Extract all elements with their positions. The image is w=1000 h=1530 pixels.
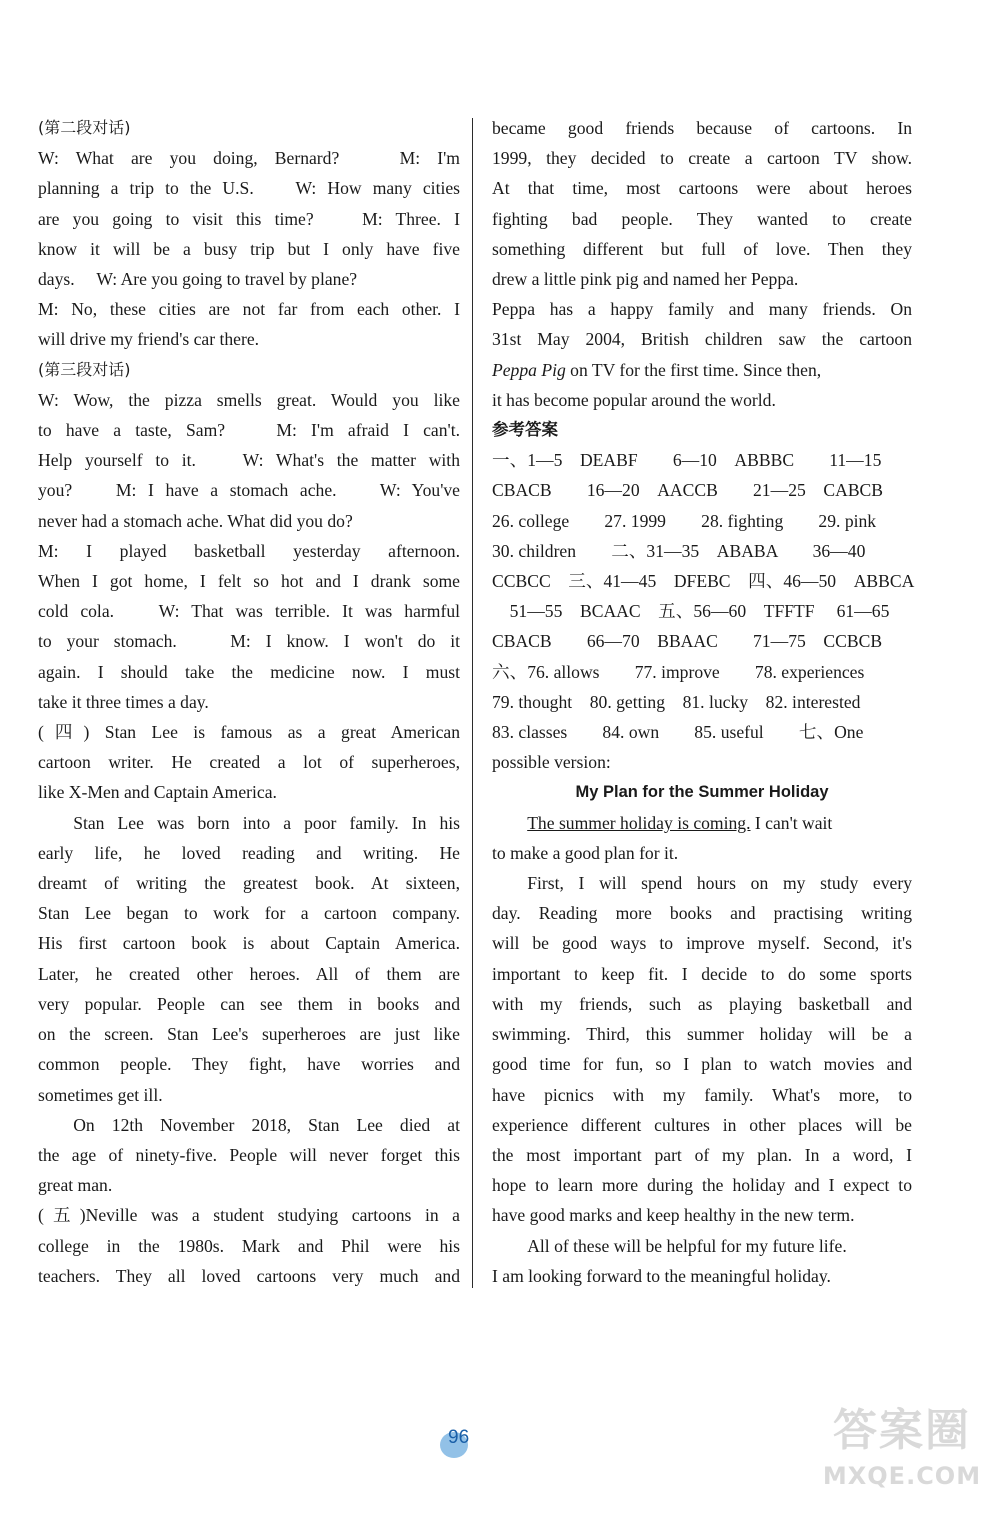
- text-line: will drive my friend's car there.: [38, 329, 260, 350]
- text-fragment: I can't wait: [750, 812, 833, 833]
- text-line: (五)Neville was a student studying cartoons in a: [38, 1205, 460, 1226]
- text-line: I am looking forward to the meaningful holiday.: [492, 1265, 831, 1286]
- text-line: experience different cultures in other places will be: [492, 1114, 912, 1135]
- text-line: take it three times a day.: [38, 691, 209, 712]
- text-line: have picnics with my family. What's more, to: [492, 1084, 912, 1105]
- text-line: will be good ways to improve myself. Second, it's: [492, 933, 912, 954]
- text-line: cold cola. W: That was terrible. It was harmful: [38, 601, 460, 622]
- text-line: the age of ninety-five. People will never forget this: [38, 1144, 460, 1165]
- text-line: hope to learn more during the holiday and I expect to: [492, 1175, 912, 1196]
- answer-line: 83. classes 84. own 85. useful 七、One: [492, 722, 864, 743]
- text-line: W: What are you doing, Bernard? M: I'm: [38, 148, 460, 169]
- text-line: days. W: Are you going to travel by plane?: [38, 269, 358, 290]
- text-line: M: No, these cities are not far from each other. I: [38, 299, 460, 320]
- text-line: When I got home, I felt so hot and I drank some: [38, 571, 460, 592]
- answer-line: possible version:: [492, 752, 611, 773]
- text-line: on the screen. Stan Lee's superheroes are just like: [38, 1024, 460, 1045]
- answer-line: 51—55 BCAAC 五、56—60 TFFTF 61—65: [492, 601, 890, 622]
- page-number: 96: [448, 1427, 470, 1448]
- text-line: drew a little pink pig and named her Peppa.: [492, 269, 799, 290]
- text-line: the most important part of my plan. In a word, I: [492, 1144, 912, 1165]
- text-line: Stan Lee began to work for a cartoon company.: [38, 903, 460, 924]
- text-line: 31st May 2004, British children saw the cartoon: [492, 329, 912, 350]
- text-line: At that time, most cartoons were about heroes: [492, 178, 912, 199]
- part3-heading: (第三段对话): [38, 359, 131, 379]
- text-line: have good marks and keep healthy in the new term.: [492, 1205, 855, 1226]
- text-line: Stan Lee was born into a poor family. In his: [73, 812, 460, 833]
- watermark-line2: MXQE.COM: [822, 1462, 982, 1490]
- text-line: with my friends, such as playing basketball and: [492, 993, 912, 1014]
- text-line: to make a good plan for it.: [492, 842, 679, 863]
- text-line: His first cartoon book is about Captain America.: [38, 933, 460, 954]
- text-line: [492, 355, 912, 385]
- text-line: swimming. Third, this summer holiday will be a: [492, 1024, 912, 1045]
- text-line: you? M: I have a stomach ache. W: You've: [38, 480, 460, 501]
- column-divider: [472, 118, 473, 1288]
- text-line: W: Wow, the pizza smells great. Would you like: [38, 389, 460, 410]
- text-line: day. Reading more books and practising writing: [492, 903, 912, 924]
- watermark-line1: 答案圈: [833, 1405, 971, 1456]
- text-line: something different but full of love. Then they: [492, 238, 912, 259]
- answer-line: 一、1—5 DEABF 6—10 ABBBC 11—15: [492, 450, 882, 471]
- text-line: sometimes get ill.: [38, 1084, 163, 1105]
- answer-line: 26. college 27. 1999 28. fighting 29. pink: [492, 510, 877, 531]
- text-line: 1999, they decided to create a cartoon TV show.: [492, 148, 912, 169]
- text-line: Help yourself to it. W: What's the matter with: [38, 450, 460, 471]
- text-fragment: on TV for the first time. Since then,: [565, 359, 822, 380]
- text-line: Later, he created other heroes. All of them are: [38, 963, 460, 984]
- text-line: common people. They fight, have worries and: [38, 1054, 460, 1075]
- text-line: early life, he loved reading and writing. He: [38, 842, 460, 863]
- text-line: good time for fun, so I plan to watch movies and: [492, 1054, 912, 1075]
- part2-heading: (第二段对话): [38, 118, 131, 137]
- text-line: M: I played basketball yesterday afternoon.: [38, 540, 460, 561]
- text-line: planning a trip to the U.S. W: How many cities: [38, 178, 460, 199]
- text-line: again. I should take the medicine now. I must: [38, 661, 460, 682]
- essay-title: My Plan for the Summer Holiday: [575, 783, 829, 802]
- text-line: never had a stomach ache. What did you do?: [38, 510, 353, 531]
- text-line: to have a taste, Sam? M: I'm afraid I can't.: [38, 420, 460, 441]
- text-line: college in the 1980s. Mark and Phil were his: [38, 1235, 460, 1256]
- text-line: teachers. They all loved cartoons very much and: [38, 1265, 460, 1286]
- text-line: know it will be a busy trip but I only have five: [38, 238, 460, 259]
- text-line: important to keep fit. I decide to do some sports: [492, 963, 912, 984]
- answer-line: CBACB 16—20 AACCB 21—25 CABCB: [492, 480, 884, 501]
- answer-line: 79. thought 80. getting 81. lucky 82. interested: [492, 691, 861, 712]
- text-line: are you going to visit this time? M: Three. I: [38, 208, 460, 229]
- answers-heading: 参考答案: [492, 420, 558, 440]
- answer-line: 30. children 二、31—35 ABABA 36—40: [492, 540, 866, 561]
- text-line: First, I will spend hours on my study every: [527, 873, 912, 894]
- right-column: [492, 113, 915, 1291]
- text-line: cartoon writer. He created a lot of superheroes,: [38, 752, 460, 773]
- text-line: Peppa has a happy family and many friends. On: [492, 299, 912, 320]
- text-line: to your stomach. M: I know. I won't do it: [38, 631, 460, 652]
- text-line: like X-Men and Captain America.: [38, 782, 277, 803]
- watermark: [822, 1400, 982, 1510]
- answer-line: CBACB 66—70 BBAAC 71—75 CCBCB: [492, 631, 883, 652]
- text-line: (四) Stan Lee is famous as a great American: [38, 722, 460, 743]
- text-line: [492, 808, 912, 838]
- answer-line: 六、76. allows 77. improve 78. experiences: [492, 661, 865, 682]
- text-line: dreamt of writing the greatest book. At sixteen,: [38, 873, 460, 894]
- text-line: became good friends because of cartoons. In: [492, 118, 912, 138]
- underlined-sentence: The summer holiday is coming.: [527, 812, 751, 833]
- text-line: All of these will be helpful for my future life.: [527, 1235, 847, 1256]
- text-line: great man.: [38, 1175, 113, 1196]
- text-line: it has become popular around the world.: [492, 389, 776, 410]
- left-column: [38, 113, 460, 1291]
- text-line: very popular. People can see them in books and: [38, 993, 460, 1014]
- text-line: fighting bad people. They wanted to create: [492, 208, 912, 229]
- text-line: On 12th November 2018, Stan Lee died at: [73, 1114, 460, 1135]
- answer-line: CCBCC 三、41—45 DFEBC 四、46—50 ABBCA: [492, 571, 915, 592]
- peppa-pig-title: Peppa Pig: [492, 359, 566, 380]
